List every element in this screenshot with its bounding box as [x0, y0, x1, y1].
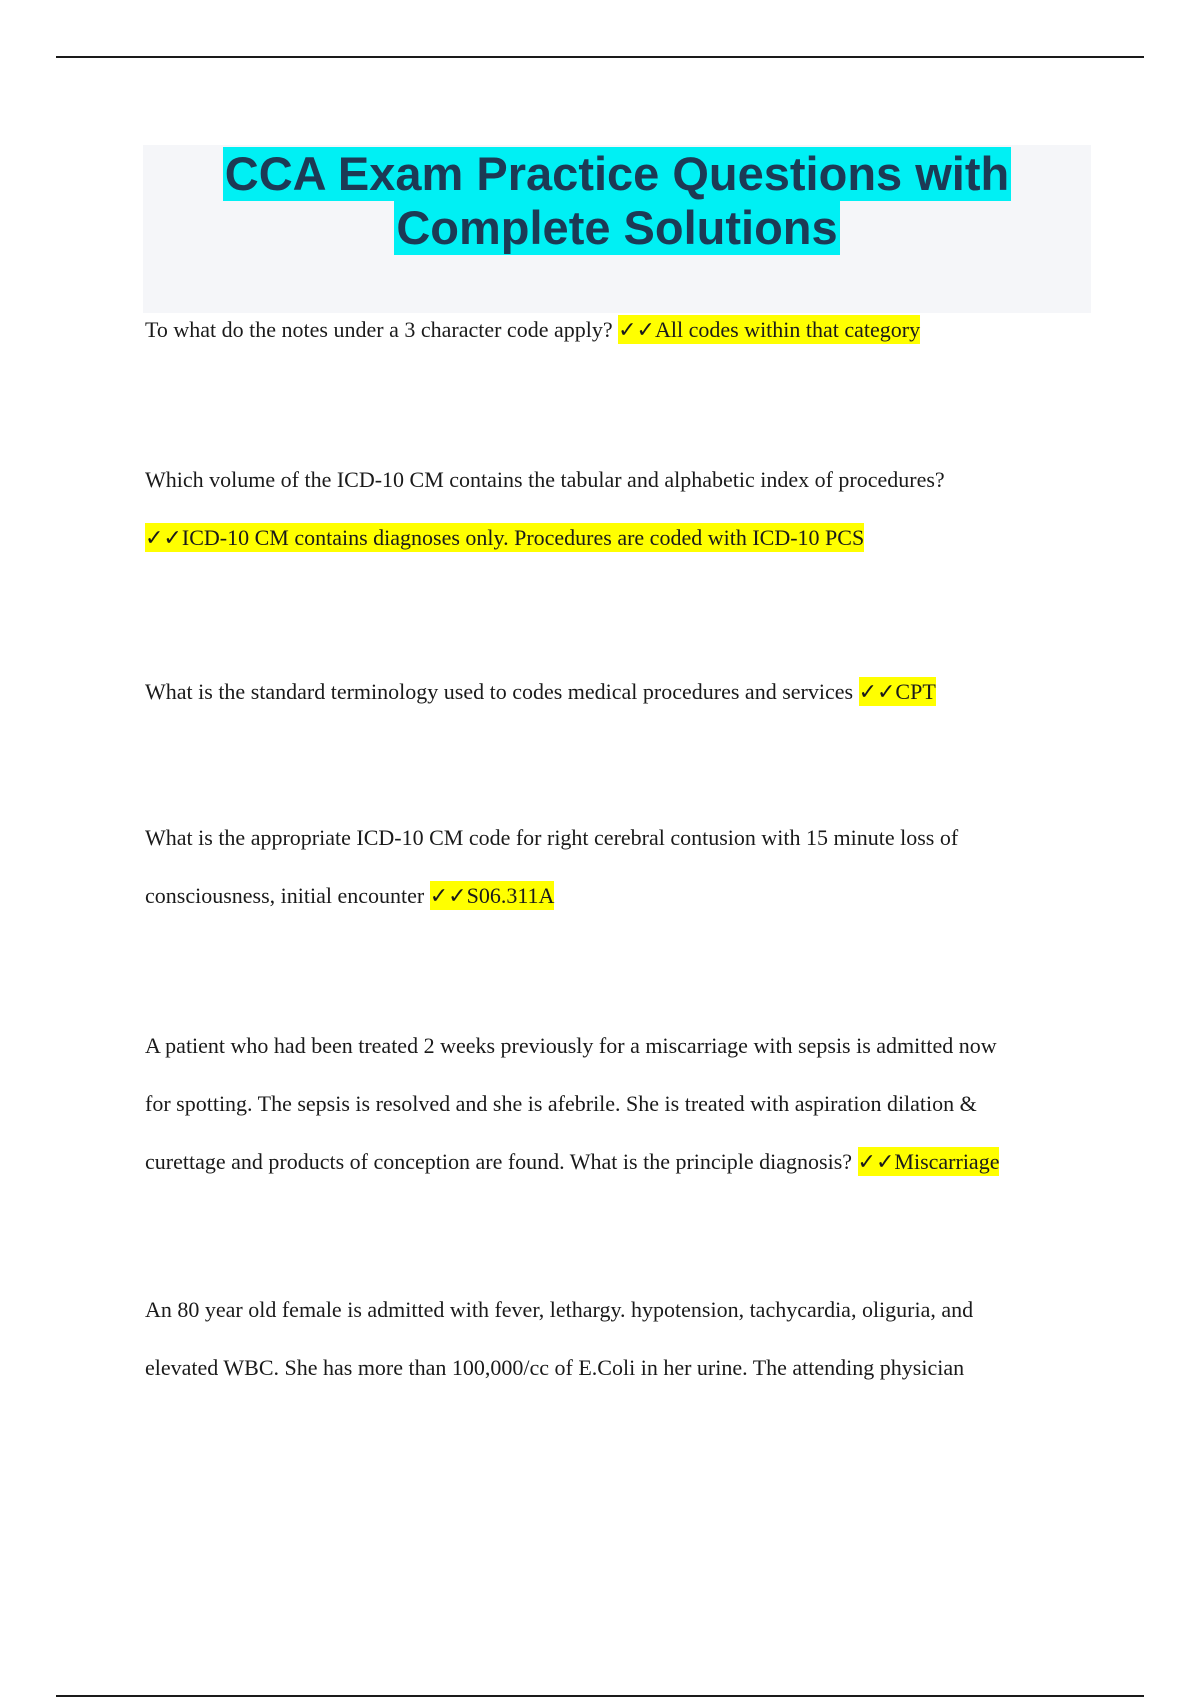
- question-5: [145, 1017, 1105, 1191]
- top-rule: [56, 56, 1144, 58]
- question-4: [145, 809, 1105, 925]
- question-text: To what do the notes under a 3 character code apply?: [145, 317, 613, 342]
- question-text: What is the appropriate ICD-10 CM code for right cerebral contusion with 15 minute loss of: [145, 825, 959, 850]
- answer-highlight: ✓✓Miscarriage: [857, 1149, 1000, 1174]
- question-3: [145, 663, 1105, 721]
- document-title-line-1: CCA Exam Practice Questions with: [224, 147, 1010, 200]
- question-text: An 80 year old female is admitted with fever, lethargy. hypotension, tachycardia, oliguria, and: [145, 1297, 974, 1322]
- question-text: Which volume of the ICD-10 CM contains the tabular and alphabetic index of procedures?: [145, 467, 945, 492]
- answer-highlight: ✓✓CPT: [858, 679, 936, 704]
- question-text: elevated WBC. She has more than 100,000/cc of E.Coli in her urine. The attending physician: [145, 1355, 965, 1380]
- bottom-rule: [56, 1695, 1144, 1697]
- question-text: for spotting. The sepsis is resolved and she is afebrile. She is treated with aspiration dilation &: [145, 1091, 977, 1116]
- question-1: [145, 301, 1105, 359]
- question-text: consciousness, initial encounter: [145, 883, 425, 908]
- answer-highlight: ✓✓ICD-10 CM contains diagnoses only. Procedures are coded with ICD-10 PCS: [145, 525, 865, 550]
- document-title-line-2: Complete Solutions: [396, 201, 838, 254]
- question-text: A patient who had been treated 2 weeks previously for a miscarriage with sepsis is admitted now: [145, 1033, 997, 1058]
- title-block: [143, 145, 1091, 313]
- answer-highlight: ✓✓S06.311A: [429, 883, 555, 908]
- question-text: What is the standard terminology used to codes medical procedures and services: [145, 679, 854, 704]
- question-text: curettage and products of conception are found. What is the principle diagnosis?: [145, 1149, 853, 1174]
- question-2: [145, 451, 1105, 567]
- answer-highlight: ✓✓All codes within that category: [618, 317, 921, 342]
- question-6: [145, 1281, 1105, 1397]
